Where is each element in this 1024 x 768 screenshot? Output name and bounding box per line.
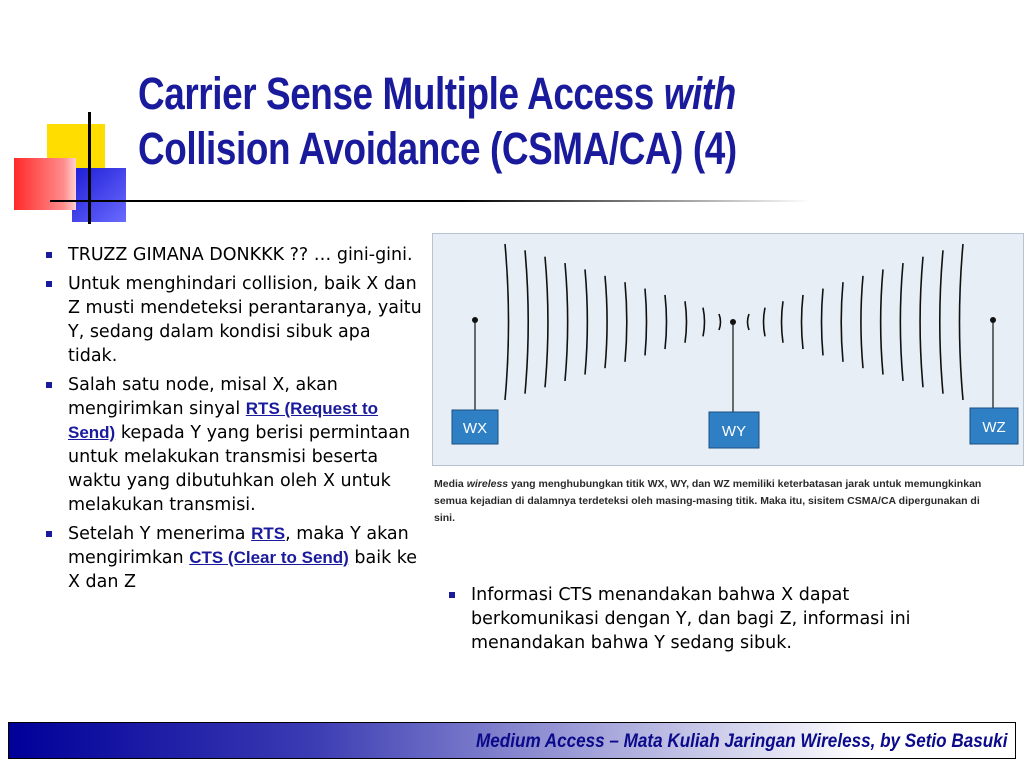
decor-blue-square: [72, 168, 126, 222]
left-bullet-list: [44, 243, 424, 599]
wave-arc: [665, 295, 667, 349]
antenna-dot: [472, 317, 478, 323]
wave-arc: [525, 250, 528, 393]
wave-arc: [605, 276, 607, 368]
wave-arc: [861, 276, 863, 368]
decor-squares: [0, 100, 140, 230]
bullet-text: Salah satu node, misal X, akan mengirimkan sinyal: [68, 375, 338, 419]
cts-highlight: CTS (Clear to Send): [189, 548, 349, 567]
slide-title: [138, 66, 827, 176]
wave-arc: [719, 314, 721, 330]
wave-arc: [959, 244, 963, 400]
bullet-text: Informasi CTS menandakan bahwa X dapat berkomunikasi dengan Y, dan bagi Z, informasi ini menandakan bahwa Y sedang sibuk.: [471, 585, 911, 653]
bullet-item: [44, 272, 424, 368]
bullet-item: [447, 583, 967, 655]
title-line1: Carrier Sense Multiple Access: [138, 68, 654, 119]
footer-text: Medium Access – Mata Kuliah Jaringan Wireless, by Setio Basuki: [475, 731, 1007, 752]
wave-arc: [802, 295, 804, 349]
bullet-text: TRUZZ GIMANA DONKKK ?? … gini-gini.: [68, 245, 413, 265]
footer-bar: [8, 722, 1016, 759]
bullet-square-icon: [46, 281, 52, 287]
bullet-text: kepada Y yang berisi permintaan untuk melakukan transmisi beserta waktu yang dibutuhkan oleh X untuk melakukan transmisi.: [68, 423, 411, 515]
bullet-text: Untuk menghindari collision, baik X dan Z musti mendeteksi perantaranya, yaitu Y, sedang dalam kondisi sibuk apa tidak.: [68, 274, 422, 366]
node-label: WZ: [982, 419, 1006, 436]
bullet-square-icon: [46, 252, 52, 258]
wave-arc: [841, 282, 843, 362]
wave-arc: [703, 308, 705, 337]
bullet-text: baik ke X dan Z: [68, 548, 418, 592]
bullet-item: [44, 522, 424, 594]
antenna-dot: [990, 317, 996, 323]
title-underline: [112, 200, 812, 202]
decor-red-square: [14, 158, 76, 210]
caption-italic: wireless: [466, 478, 509, 490]
wave-arc: [764, 308, 766, 337]
wave-arc: [545, 257, 548, 388]
wave-arc: [645, 289, 647, 356]
caption-prefix: Media: [434, 478, 464, 490]
title-with: with: [663, 68, 736, 119]
wave-arc: [685, 301, 687, 342]
antenna-dot: [730, 319, 736, 325]
title-line2: Collision Avoidance (CSMA/CA) (4): [138, 123, 737, 174]
bullet-text: Setelah Y menerima: [68, 524, 246, 544]
node-wy: [709, 319, 759, 448]
bullet-square-icon: [449, 592, 455, 598]
wave-arc: [505, 244, 509, 400]
decor-vertical-line: [88, 112, 91, 224]
rts-highlight: RTS (Request to Send): [68, 399, 379, 442]
node-label: WY: [721, 423, 747, 440]
bullet-square-icon: [46, 531, 52, 537]
bullet-text: , maka Y akan mengirimkan: [68, 524, 409, 568]
bullet-square-icon: [46, 382, 52, 388]
wireless-diagram: [432, 233, 1024, 466]
node-wx: [452, 317, 498, 444]
wave-arc: [881, 269, 883, 374]
wave-arc: [821, 289, 823, 356]
bullet-item: [44, 373, 424, 517]
diagram-svg: [433, 234, 1023, 465]
figure-caption: [434, 476, 994, 527]
node-wz: [970, 317, 1018, 444]
wave-arc: [565, 263, 568, 381]
wave-arc: [782, 301, 784, 342]
bullet-item: [44, 243, 424, 267]
wave-arc: [625, 282, 627, 362]
caption-text: yang menghubungkan titik WX, WY, dan WZ memiliki keterbatasan jarak untuk memungkinkan semua kejadian di dalamnya terdeteksi oleh masing-masing titik. Maka itu, sisitem CSMA/CA dipergunakan di sini.: [434, 478, 982, 524]
wave-arc: [585, 269, 587, 374]
wave-arc: [748, 314, 750, 330]
wave-arc: [900, 263, 903, 381]
right-bullet-list: [447, 583, 967, 660]
wave-arc: [940, 250, 943, 393]
node-label: WX: [462, 420, 488, 437]
wave-arc: [920, 257, 923, 388]
rts-highlight: RTS: [251, 524, 286, 543]
